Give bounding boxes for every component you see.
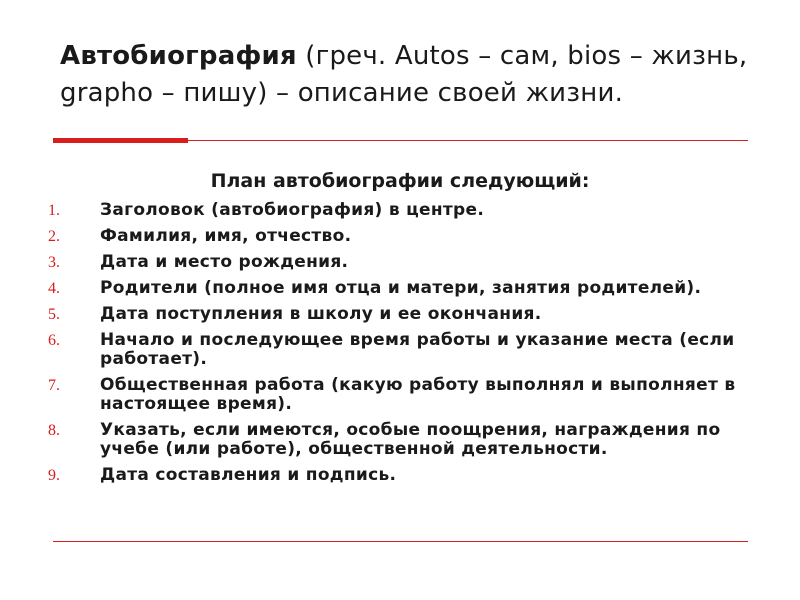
plan-item [48,466,758,485]
plan-item [48,421,758,459]
plan-heading: План автобиографии следующий: [210,170,590,192]
plan-item [48,279,758,298]
plan-item-text: Начало и последующее время работы и указание места (если работает). [100,330,735,369]
plan-item-number: 4. [48,280,60,297]
plan-item [48,305,758,324]
bottom-divider [53,541,748,542]
plan-item-number: 9. [48,467,60,484]
title-definition: (греч. Autos – сам, bios – жизнь, grapho – пишу) – описание своей жизни. [60,41,748,108]
plan-item [48,331,758,369]
plan-item [48,227,758,246]
plan-item-text: Дата составления и подпись. [100,465,397,485]
plan-item-number: 8. [48,422,60,439]
plan-item-number: 3. [48,254,60,271]
title-term: Автобиография [60,41,297,71]
plan-item-number: 7. [48,377,60,394]
plan-item [48,376,758,414]
plan-item-number: 1. [48,202,60,219]
title-divider [53,137,748,144]
slide-title [60,38,750,112]
plan-item-text: Заголовок (автобиография) в центре. [100,200,485,220]
plan-item-number: 2. [48,228,60,245]
plan-item-number: 6. [48,332,60,349]
divider-accent-bar [53,138,188,143]
plan-item-text: Дата и место рождения. [100,252,349,272]
plan-item-text: Общественная работа (какую работу выполнял и выполняет в настоящее время). [100,375,736,414]
plan-item-text: Дата поступления в школу и ее окончания. [100,304,542,324]
plan-item-number: 5. [48,306,60,323]
plan-item-text: Родители (полное имя отца и матери, занятия родителей). [100,278,702,298]
plan-item-text: Указать, если имеются, особые поощрения, награждения по учебе (или работе), общественной деятельности. [100,420,721,459]
plan-list [48,201,758,492]
plan-item-text: Фамилия, имя, отчество. [100,226,352,246]
plan-item [48,253,758,272]
plan-item [48,201,758,220]
